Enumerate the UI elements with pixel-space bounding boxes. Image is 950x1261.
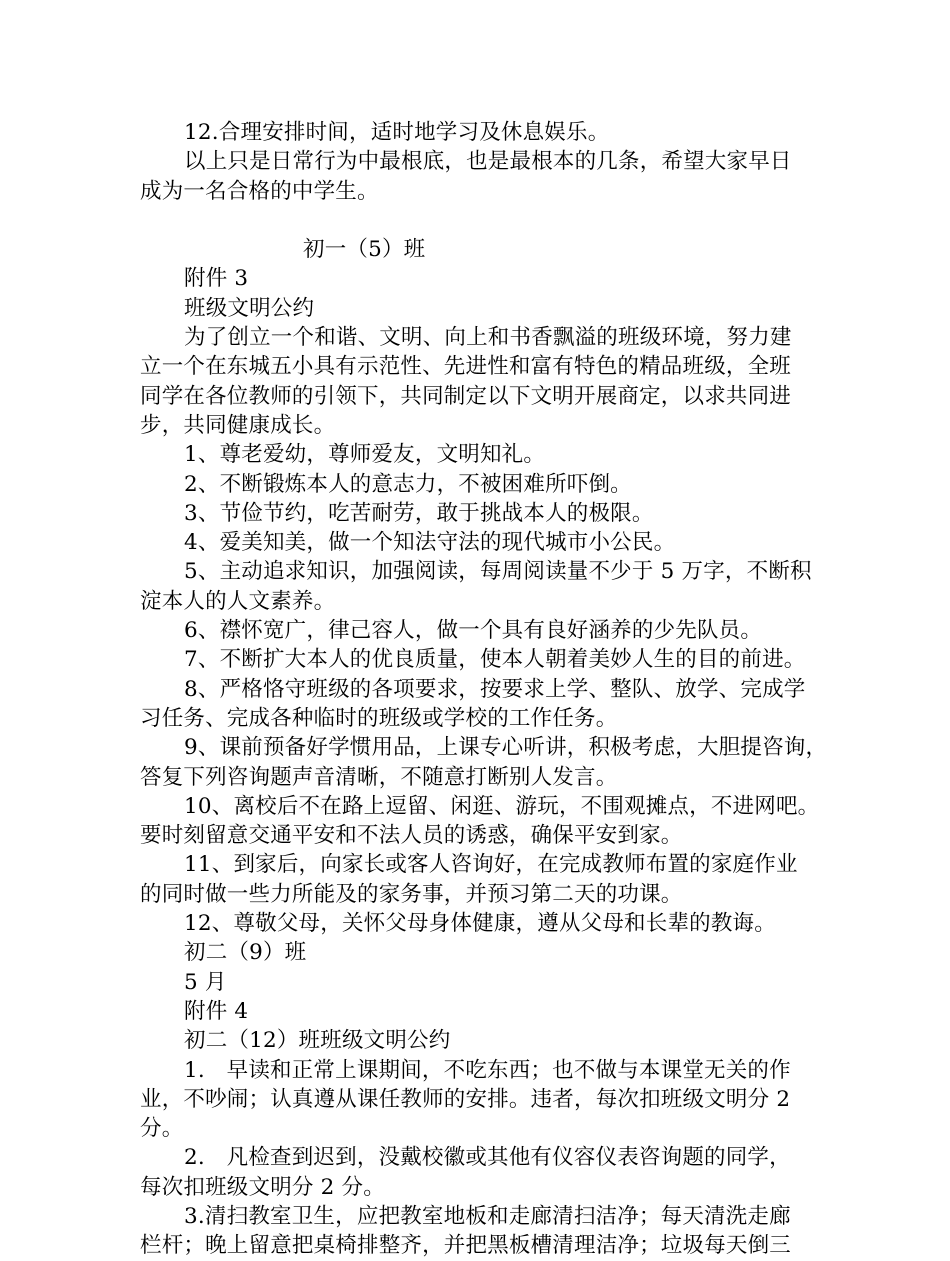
list-item-continuation: 答复下列咨询题声音清晰，不随意打断别人发言。 — [140, 764, 618, 790]
list-item: 6、襟怀宽广，律己容人，做一个具有良好涵养的少先队员。 — [184, 618, 763, 644]
section-title: 班级文明公约 — [184, 295, 315, 321]
list-item: 2. 凡检查到迟到，没戴校徽或其他有仪容仪表咨询题的同学， — [184, 1145, 791, 1171]
list-item: 1、尊老爱幼，尊师爱友，文明知礼。 — [184, 442, 546, 468]
section-title: 初二（12）班班级文明公约 — [184, 1028, 451, 1054]
paragraph-line: 12.合理安排时间，适时地学习及休息娱乐。 — [184, 120, 610, 145]
paragraph-line: 成为一名合格的中学生。 — [140, 178, 379, 204]
list-item-continuation: 的同时做一些力所能及的家务事，并预习第二天的功课。 — [140, 881, 683, 907]
paragraph-line: 以上只是日常行为中最根底，也是最根本的几条，希望大家早日 — [184, 149, 792, 175]
blank-line — [140, 206, 820, 235]
attachment-label: 附件 4 — [184, 998, 249, 1024]
paragraph-line: 为了创立一个和谐、文明、向上和书香飘溢的班级环境，努力建 — [184, 325, 792, 351]
list-item: 7、不断扩大本人的优良质量，使本人朝着美妙人生的目的前进。 — [184, 647, 806, 673]
list-item: 3、节俭节约，吃苦耐劳，敢于挑战本人的极限。 — [184, 500, 654, 526]
list-item-continuation: 习任务、完成各种临时的班级或学校的工作任务。 — [140, 705, 618, 731]
list-item: 11、到家后，向家长或客人咨询好，在完成教师布置的家庭作业 — [184, 852, 798, 878]
list-item: 10、离校后不在路上逗留、闲逛、游玩，不围观摊点，不进网吧。 — [184, 793, 820, 819]
list-item: 4、爱美知美，做一个知法守法的现代城市小公民。 — [184, 530, 676, 556]
list-item: 9、课前预备好学惯用品，上课专心听讲，积极考虑，大胆提咨询， — [184, 735, 828, 761]
date-line: 5 月 — [184, 969, 227, 995]
list-item: 1. 早读和正常上课期间，不吃东西；也不做与本课堂无关的作 — [184, 1057, 791, 1083]
list-item-continuation: 栏杆；晚上留意把桌椅排整齐，并把黑板槽清理洁净；垃圾每天倒三 — [140, 1233, 792, 1259]
attachment-label: 附件 3 — [184, 266, 249, 292]
list-item-continuation: 每次扣班级文明分 2 分。 — [140, 1174, 385, 1200]
list-item: 12、尊敬父母，关怀父母身体健康，遵从父母和长辈的教诲。 — [184, 911, 776, 937]
list-item-continuation: 淀本人的人文素养。 — [140, 588, 336, 614]
paragraph-line: 步，共同健康成长。 — [140, 412, 336, 438]
list-item: 8、严格恪守班级的各项要求，按要求上学、整队、放学、完成学 — [184, 676, 806, 702]
paragraph-line: 同学在各位教师的引领下，共同制定以下文明开展商定，以求共同进 — [140, 383, 792, 409]
list-item-continuation: 业，不吵闹；认真遵从课任教师的安排。违者，每次扣班级文明分 2 — [140, 1086, 791, 1112]
list-item-continuation: 要时刻留意交通平安和不法人员的诱惑，确保平安到家。 — [140, 823, 683, 849]
list-item: 2、不断锻炼本人的意志力，不被困难所吓倒。 — [184, 471, 632, 497]
list-item: 3.清扫教室卫生，应把教室地板和走廊清扫洁净；每天清洗走廊 — [184, 1203, 791, 1229]
document-body — [140, 118, 828, 1261]
list-item-continuation: 分。 — [140, 1116, 184, 1142]
class-signature: 初一（5）班 — [303, 237, 426, 263]
class-signature: 初二（9）班 — [184, 940, 307, 966]
list-item: 5、主动追求知识，加强阅读，每周阅读量不少于 5 万字，不断积 — [184, 559, 812, 585]
paragraph-line: 立一个在东城五小具有示范性、先进性和富有特色的精品班级，全班 — [140, 354, 792, 380]
